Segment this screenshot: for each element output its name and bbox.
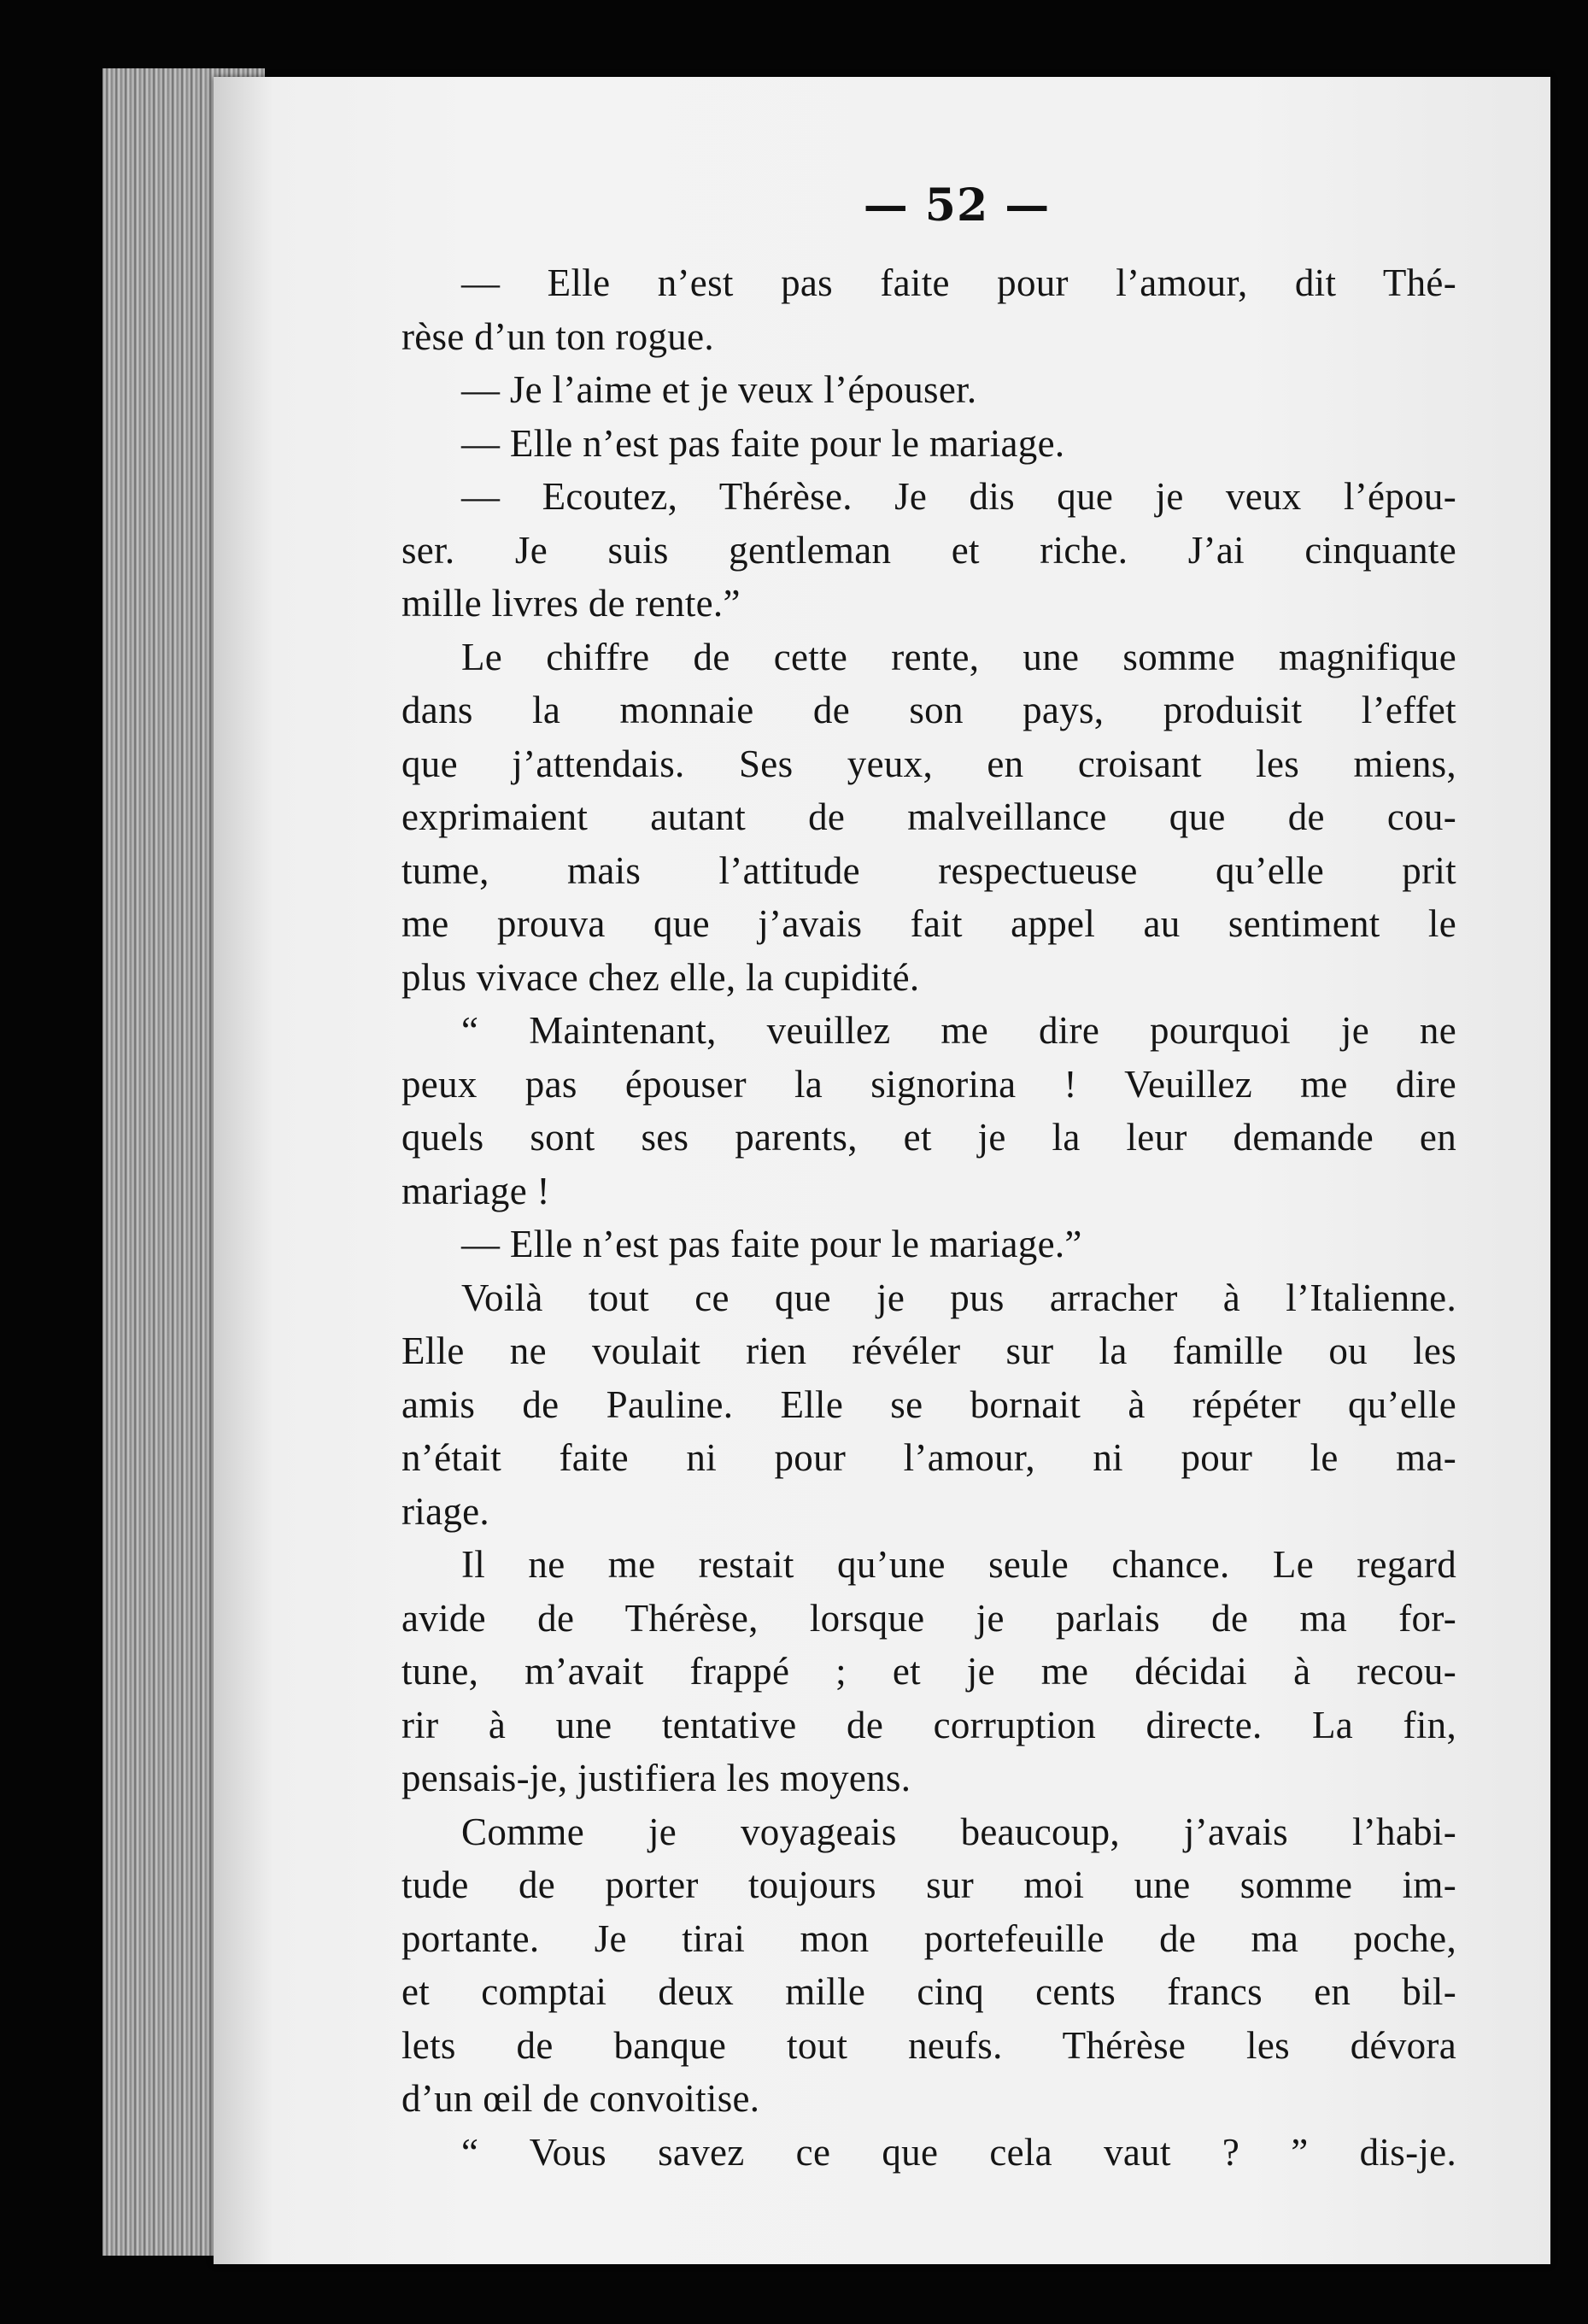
text-line: — Je l’aime et je veux l’épouser. [461,368,977,411]
text-line: rir à une tentative de corruption directe. La fin, [401,1703,1456,1746]
text-line: “ Maintenant, veuillez me dire pourquoi je ne [461,1009,1456,1052]
text-line: Elle ne voulait rien révéler sur la famille ou les [401,1329,1456,1372]
text-line: Comme je voyageais beaucoup, j’avais l’habi- [461,1810,1456,1853]
text-line: ser. Je suis gentleman et riche. J’ai cinquante [401,528,1456,572]
text-line: pensais-je, justifiera les moyens. [401,1757,911,1799]
text-line: tune, m’avait frappé ; et je me décidai à recou- [401,1650,1456,1693]
text-line: portante. Je tirai mon portefeuille de ma poche, [401,1916,1456,1960]
text-line: mariage ! [401,1169,550,1212]
text-line: plus vivace chez elle, la cupidité. [401,955,920,999]
text-line: Il ne me restait qu’une seule chance. Le regard [461,1543,1456,1586]
text-line: me prouva que j’avais fait appel au sentiment le [401,902,1456,945]
text-line: rèse d’un ton rogue. [401,314,714,358]
text-line: tude de porter toujours sur moi une somme im- [401,1863,1456,1906]
text-line: d’un œil de convoitise. [401,2077,760,2120]
text-line: exprimaient autant de malveillance que de cou- [401,795,1456,838]
text-line: — Elle n’est pas faite pour l’amour, dit Thé- [461,261,1456,304]
text-line: avide de Thérèse, lorsque je parlais de ma for- [401,1596,1456,1640]
text-line: Voilà tout ce que je pus arracher à l’Italienne. [461,1276,1456,1319]
text-line: que j’attendais. Ses yeux, en croisant les miens, [401,742,1456,785]
text-line: riage. [401,1489,489,1533]
text-line: quels sont ses parents, et je la leur demande en [401,1116,1456,1159]
text-line: amis de Pauline. Elle se bornait à répéter qu’elle [401,1382,1456,1426]
text-line: dans la monnaie de son pays, produisit l’effet [401,689,1456,731]
text-line: — Ecoutez, Thérèse. Je dis que je veux l’épou- [461,475,1456,518]
text-line: n’était faite ni pour l’amour, ni pour le ma- [401,1436,1456,1479]
text-line: lets de banque tout neufs. Thérèse les dévora [401,2023,1456,2067]
page-text [401,256,1456,2179]
text-line: et comptai deux mille cinq cents francs en bil- [401,1970,1456,2013]
text-line: tume, mais l’attitude respectueuse qu’elle prit [401,848,1456,892]
text-line: — Elle n’est pas faite pour le mariage.” [461,1223,1082,1265]
text-line: peux pas épouser la signorina ! Veuillez me dire [401,1062,1456,1106]
text-line: mille livres de rente.” [401,582,741,625]
text-line: Le chiffre de cette rente, une somme magnifique [461,635,1456,678]
text-line: “ Vous savez ce que cela vaut ? ” dis-je. [461,2130,1456,2174]
page-number: — 52 — [863,179,1051,232]
text-line: — Elle n’est pas faite pour le mariage. [461,421,1065,465]
